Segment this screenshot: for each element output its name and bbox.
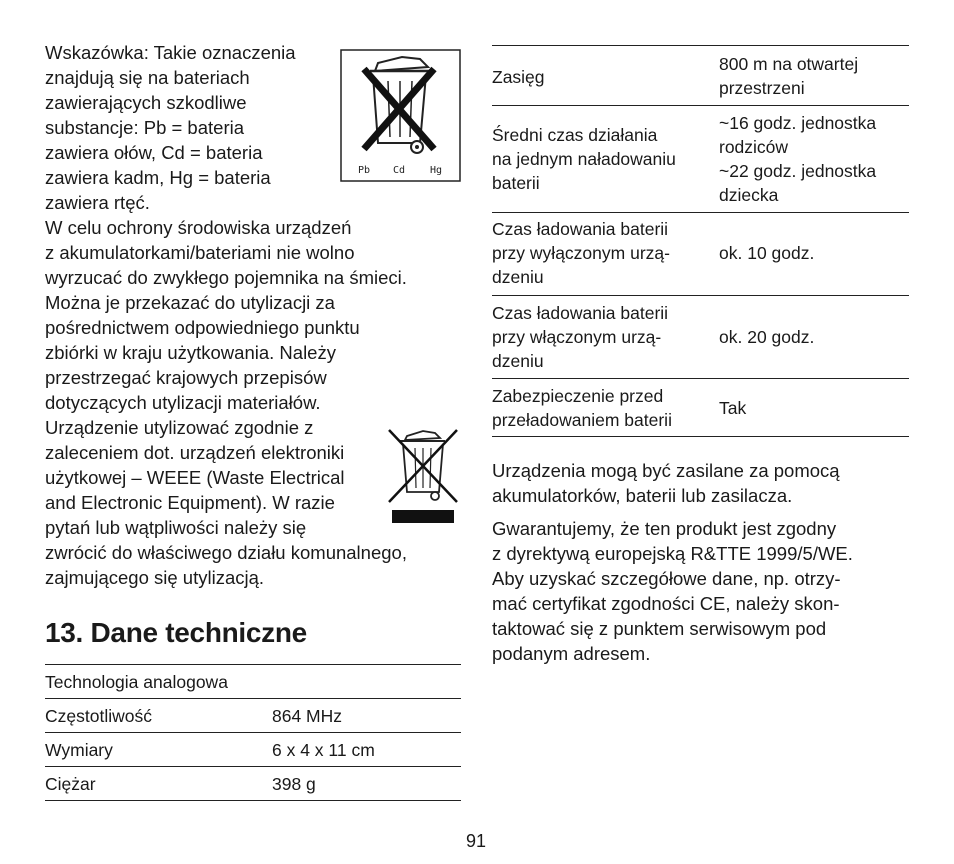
spec-key: Wymiary [45, 740, 113, 760]
text-line: Urządzenie utylizować zgodnie z [45, 417, 314, 438]
table-row [45, 665, 461, 699]
spec-value [719, 241, 909, 265]
text-line: zawiera kadm, Hg = bateria [45, 167, 271, 188]
text-line: Zasięg [492, 67, 545, 87]
text-line: substancje: Pb = bateria [45, 117, 245, 138]
section-heading: 13. Dane techniczne [45, 617, 307, 648]
text-line: z akumulatorkami/bateriami nie wolno [45, 242, 355, 263]
spec-value: 864 MHz [272, 706, 343, 726]
text-line: wyrzucać do zwykłego pojemnika na śmieci. [45, 267, 407, 288]
text-line: przy włączonym urzą- [492, 327, 662, 347]
spec-value [719, 52, 909, 100]
table-row [492, 46, 909, 106]
table-row [492, 213, 909, 296]
power-paragraph [492, 458, 912, 508]
text-line: mać certyfikat zgodności CE, należy skon- [492, 593, 840, 614]
text-line: Gwarantujemy, że ten produkt jest zgodny [492, 518, 837, 539]
crossed-out-bin-weee-icon [385, 426, 461, 524]
compliance-paragraph [492, 516, 912, 666]
table-row [492, 296, 909, 379]
cd-label: Cd [393, 165, 406, 176]
text-line: zaleceniem dot. urządzeń elektroniki [45, 442, 345, 463]
text-line: Czas ładowania baterii [492, 219, 669, 239]
spec-key: Ciężar [45, 774, 96, 794]
spec-value [719, 111, 909, 207]
text-line: and Electronic Equipment). W razie [45, 492, 335, 513]
text-line: dzeniu [492, 351, 544, 371]
spec-table-basic [45, 664, 461, 801]
text-line: Średni czas działania [492, 125, 658, 145]
pb-label: Pb [358, 165, 371, 176]
text-line: ok. 20 godz. [719, 327, 815, 347]
spec-key [492, 123, 712, 195]
text-line: 800 m na otwartej [719, 54, 859, 74]
text-line: Tak [719, 398, 747, 418]
table-row [45, 767, 461, 801]
spec-value [719, 325, 909, 349]
text-line: zajmującego się utylizacją. [45, 567, 265, 588]
text-line: dzeniu [492, 267, 544, 287]
text-line: rodziców [719, 137, 789, 157]
text-line: baterii [492, 173, 540, 193]
text-line: przy wyłączonym urzą- [492, 243, 670, 263]
text-line: ok. 10 godz. [719, 243, 815, 263]
text-line: na jednym naładowaniu [492, 149, 676, 169]
spec-key [492, 301, 712, 373]
spec-key: Technologia analogowa [45, 672, 228, 692]
text-line: znajdują się na bateriach [45, 67, 250, 88]
text-line: W celu ochrony środowiska urządzeń [45, 217, 352, 238]
spec-key [492, 65, 712, 89]
spec-value: 398 g [272, 774, 316, 794]
text-line: pytań lub wątpliwości należy się [45, 517, 307, 538]
table-row [45, 699, 461, 733]
text-line: ~22 godz. jednostka [719, 161, 877, 181]
page-number: 91 [466, 831, 487, 851]
text-line: taktować się z punktem serwisowym pod [492, 618, 827, 639]
text-line: zbiórki w kraju użytkowania. Należy [45, 342, 336, 363]
text-line: z dyrektywą europejską R&TTE 1999/5/WE. [492, 543, 853, 564]
text-line: Wskazówka: Takie oznaczenia [45, 42, 296, 63]
right-text [492, 458, 912, 674]
table-row [492, 106, 909, 213]
text-line: przestrzeni [719, 78, 805, 98]
spec-table-battery [492, 45, 909, 437]
hg-label: Hg [430, 165, 443, 176]
crossed-out-bin-battery-icon [340, 49, 461, 182]
text-line: Urządzenia mogą być zasilane za pomocą [492, 460, 840, 481]
text-line: dziecka [719, 185, 779, 205]
text-line: użytkowej – WEEE (Waste Electrical [45, 467, 345, 488]
text-line: zwrócić do właściwego działu komunalnego, [45, 542, 407, 563]
text-line: pośrednictwem odpowiedniego punktu [45, 317, 360, 338]
spec-key [492, 384, 712, 432]
text-line: przestrzegać krajowych przepisów [45, 367, 327, 388]
table-row [492, 379, 909, 437]
spec-key [492, 217, 712, 289]
text-line: zawierających szkodliwe [45, 92, 247, 113]
text-line: podanym adresem. [492, 643, 651, 664]
text-line: zawiera rtęć. [45, 192, 150, 213]
text-line: akumulatorków, baterii lub zasilacza. [492, 485, 793, 506]
text-line: przeładowaniem baterii [492, 410, 672, 430]
table-row [45, 733, 461, 767]
text-line: dotyczących utylizacji materiałów. [45, 392, 321, 413]
text-line: zawiera ołów, Cd = bateria [45, 142, 263, 163]
spec-key: Częstotliwość [45, 706, 152, 726]
spec-value [719, 396, 909, 420]
text-line: Czas ładowania baterii [492, 303, 669, 323]
text-line: ~16 godz. jednostka [719, 113, 877, 133]
text-line: Zabezpieczenie przed [492, 386, 664, 406]
spec-value: 6 x 4 x 11 cm [272, 740, 375, 760]
text-line: Można je przekazać do utylizacji za [45, 292, 335, 313]
text-line: Aby uzyskać szczegółowe dane, np. otrzy- [492, 568, 841, 589]
